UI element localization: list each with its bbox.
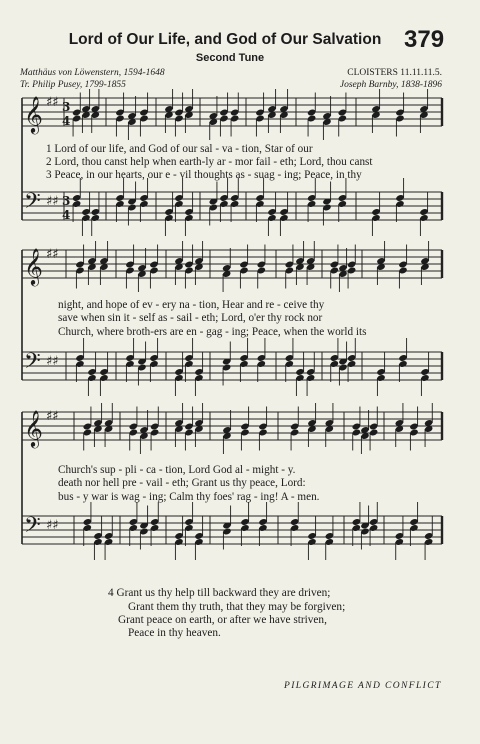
- tune-name-credit: CLOISTERS 11.11.11.5.: [347, 68, 442, 78]
- bass-clef: 𝄢: [24, 513, 41, 543]
- translator-credit: Tr. Philip Pusey, 1799-1855: [20, 80, 126, 90]
- treble-clef: 𝄞: [24, 409, 43, 447]
- key-signature: ♯♯: [46, 409, 59, 424]
- bass-clef: 𝄢: [24, 189, 41, 219]
- key-signature: ♯♯: [46, 247, 59, 262]
- key-signature: ♯♯: [46, 194, 59, 209]
- time-signature: 4: [62, 208, 71, 222]
- key-signature: ♯♯: [46, 518, 59, 533]
- stanza4-line-1: 4 Grant us thy help till backward they are driven;: [108, 587, 331, 599]
- lyric-line-s2-v3: Church, where broth-ers are en - gag - ing; Peace, when the world its: [58, 326, 367, 338]
- lyric-line-s1-v1: 1 Lord of our life, and God of our sal - va - tion, Star of our: [46, 143, 313, 155]
- lyric-line-s3-v3: bus - y war is wag - ing; Calm thy foes' rag - ing! A - men.: [58, 491, 320, 503]
- section-footer: PILGRIMAGE AND CONFLICT: [284, 681, 442, 691]
- stanza4-line-3: Grant peace on earth, or after we have striven,: [118, 614, 327, 626]
- key-signature: ♯♯: [46, 95, 59, 110]
- lyric-line-s3-v1: Church's sup - pli - ca - tion, Lord God al - might - y.: [58, 464, 296, 476]
- lyric-line-s2-v2: save when sin it - self as - sail - eth; Lord, o'er thy rock nor: [58, 312, 323, 324]
- lyric-line-s1-v2: 2 Lord, thou canst help when earth-ly ar - mor fail - eth; Lord, thou canst: [46, 156, 373, 168]
- bass-clef: 𝄢: [24, 349, 41, 379]
- time-signature: 3: [62, 100, 71, 114]
- lyric-line-s2-v1: night, and hope of ev - ery na - tion, Hear and re - ceive thy: [58, 299, 325, 311]
- hymn-title: Lord of Our Life, and God of Our Salvation: [68, 31, 382, 48]
- lyric-line-s1-v3: 3 Peace, in our hearts, our e - vil thoughts as - suag - ing; Peace, in thy: [46, 169, 362, 181]
- composer-credit: Joseph Barnby, 1838-1896: [339, 80, 442, 90]
- lyric-line-s3-v2: death nor hell pre - vail - eth; Grant us thy peace, Lord:: [58, 477, 306, 489]
- hymn-number: 379: [404, 26, 445, 53]
- key-signature: ♯♯: [46, 354, 59, 369]
- time-signature: 4: [62, 114, 71, 128]
- treble-clef: 𝄞: [24, 95, 43, 133]
- tune-subtitle: Second Tune: [195, 52, 265, 64]
- stanza4-line-2: Grant them thy truth, that they may be forgiven;: [128, 601, 346, 613]
- treble-clef: 𝄞: [24, 247, 43, 285]
- stanza4-line-4: Peace in thy heaven.: [128, 627, 221, 639]
- text-author-credit: Matthäus von Löwenstern, 1594-1648: [20, 68, 165, 78]
- time-signature: 3: [62, 194, 71, 208]
